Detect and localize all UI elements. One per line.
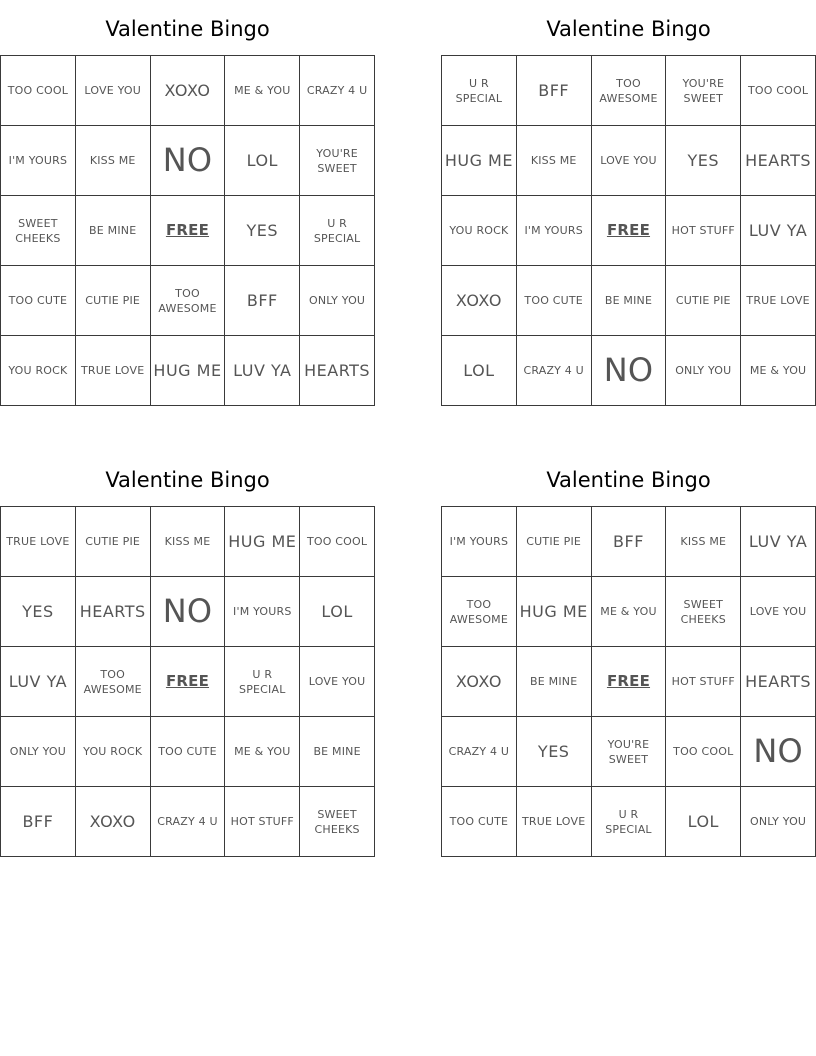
bingo-cell: TOO AWESOME [151, 266, 226, 336]
bingo-cell: LOVE YOU [592, 126, 667, 196]
bingo-cell: XOXO [76, 787, 151, 857]
card-title: Valentine Bingo [546, 17, 711, 41]
bingo-cell: KISS ME [517, 126, 592, 196]
bingo-cell: ONLY YOU [666, 336, 741, 406]
bingo-cell: TOO CUTE [517, 266, 592, 336]
bingo-cell: KISS ME [666, 507, 741, 577]
bingo-cell: CUTIE PIE [76, 507, 151, 577]
bingo-cell: YOU ROCK [1, 336, 76, 406]
bingo-cell: TOO CUTE [1, 266, 76, 336]
bingo-cell: TRUE LOVE [1, 507, 76, 577]
bingo-cell: CRAZY 4 U [517, 336, 592, 406]
bingo-cell: KISS ME [151, 507, 226, 577]
bingo-cell: NO [741, 717, 816, 787]
bingo-cell: ME & YOU [225, 56, 300, 126]
bingo-cell: NO [151, 577, 226, 647]
bingo-card [0, 451, 375, 857]
bingo-cell: I'M YOURS [517, 196, 592, 266]
bingo-cell: YOU ROCK [442, 196, 517, 266]
bingo-cell: HEARTS [300, 336, 375, 406]
bingo-card [0, 0, 375, 406]
bingo-cell: I'M YOURS [442, 507, 517, 577]
free-space: FREE [151, 196, 226, 266]
bingo-cell: SWEET CHEEKS [300, 787, 375, 857]
card-title: Valentine Bingo [105, 17, 270, 41]
bingo-cell: BFF [1, 787, 76, 857]
bingo-cell: TOO COOL [741, 56, 816, 126]
bingo-cell: U R SPECIAL [225, 647, 300, 717]
bingo-grid [0, 55, 375, 406]
bingo-cell: BE MINE [300, 717, 375, 787]
bingo-cell: XOXO [151, 56, 226, 126]
bingo-cell: CUTIE PIE [517, 507, 592, 577]
bingo-cell: TRUE LOVE [517, 787, 592, 857]
bingo-grid [0, 506, 375, 857]
bingo-cell: HEARTS [741, 647, 816, 717]
bingo-cell: ME & YOU [741, 336, 816, 406]
bingo-cell: I'M YOURS [1, 126, 76, 196]
bingo-cell: YOU'RE SWEET [300, 126, 375, 196]
bingo-cell: LOL [225, 126, 300, 196]
bingo-cell: TOO CUTE [442, 787, 517, 857]
bingo-cell: HUG ME [151, 336, 226, 406]
card-title: Valentine Bingo [105, 468, 270, 492]
bingo-cell: CRAZY 4 U [300, 56, 375, 126]
bingo-cell: LOL [300, 577, 375, 647]
bingo-cell: KISS ME [76, 126, 151, 196]
bingo-cell: CRAZY 4 U [151, 787, 226, 857]
bingo-cell: YES [225, 196, 300, 266]
bingo-card [441, 451, 816, 857]
bingo-cell: TRUE LOVE [76, 336, 151, 406]
bingo-cell: HUG ME [442, 126, 517, 196]
bingo-cell: I'M YOURS [225, 577, 300, 647]
bingo-grid [441, 506, 816, 857]
bingo-cell: HOT STUFF [666, 647, 741, 717]
bingo-cell: YES [517, 717, 592, 787]
bingo-cell: YOU ROCK [76, 717, 151, 787]
free-space: FREE [592, 647, 667, 717]
bingo-cell: TOO COOL [300, 507, 375, 577]
bingo-card [441, 0, 816, 406]
bingo-cell: BFF [225, 266, 300, 336]
bingo-cell: U R SPECIAL [300, 196, 375, 266]
bingo-cell: ONLY YOU [741, 787, 816, 857]
bingo-cell: HEARTS [741, 126, 816, 196]
bingo-cell: ONLY YOU [1, 717, 76, 787]
bingo-cell: U R SPECIAL [442, 56, 517, 126]
bingo-cell: ONLY YOU [300, 266, 375, 336]
bingo-cell: LUV YA [741, 196, 816, 266]
bingo-cell: YOU'RE SWEET [592, 717, 667, 787]
bingo-cell: SWEET CHEEKS [666, 577, 741, 647]
bingo-cell: CUTIE PIE [666, 266, 741, 336]
bingo-cell: TOO CUTE [151, 717, 226, 787]
bingo-cell: LOVE YOU [76, 56, 151, 126]
bingo-cell: LOL [666, 787, 741, 857]
free-space: FREE [151, 647, 226, 717]
bingo-cell: BE MINE [76, 196, 151, 266]
bingo-cell: HUG ME [517, 577, 592, 647]
bingo-cell: SWEET CHEEKS [1, 196, 76, 266]
bingo-cell: U R SPECIAL [592, 787, 667, 857]
card-title: Valentine Bingo [546, 468, 711, 492]
bingo-cell: XOXO [442, 647, 517, 717]
free-space: FREE [592, 196, 667, 266]
bingo-cell: CRAZY 4 U [442, 717, 517, 787]
bingo-cell: LUV YA [1, 647, 76, 717]
bingo-cell: YOU'RE SWEET [666, 56, 741, 126]
bingo-cell: NO [592, 336, 667, 406]
bingo-cell: BFF [517, 56, 592, 126]
bingo-cell: TOO COOL [1, 56, 76, 126]
bingo-cell: YES [666, 126, 741, 196]
bingo-cell: LOL [442, 336, 517, 406]
bingo-cell: XOXO [442, 266, 517, 336]
bingo-cell: BE MINE [517, 647, 592, 717]
bingo-cell: ME & YOU [225, 717, 300, 787]
bingo-cell: LOVE YOU [741, 577, 816, 647]
bingo-cell: HEARTS [76, 577, 151, 647]
bingo-cell: TOO AWESOME [442, 577, 517, 647]
bingo-cell: BE MINE [592, 266, 667, 336]
bingo-cell: HUG ME [225, 507, 300, 577]
bingo-cell: TOO AWESOME [76, 647, 151, 717]
bingo-cell: TOO COOL [666, 717, 741, 787]
bingo-cell: LUV YA [741, 507, 816, 577]
bingo-cell: ME & YOU [592, 577, 667, 647]
bingo-cell: HOT STUFF [225, 787, 300, 857]
bingo-cell: HOT STUFF [666, 196, 741, 266]
bingo-cell: LOVE YOU [300, 647, 375, 717]
bingo-cell: NO [151, 126, 226, 196]
bingo-cell: BFF [592, 507, 667, 577]
bingo-grid [441, 55, 816, 406]
bingo-cell: YES [1, 577, 76, 647]
bingo-cell: TOO AWESOME [592, 56, 667, 126]
bingo-cell: LUV YA [225, 336, 300, 406]
bingo-cell: CUTIE PIE [76, 266, 151, 336]
bingo-cell: TRUE LOVE [741, 266, 816, 336]
